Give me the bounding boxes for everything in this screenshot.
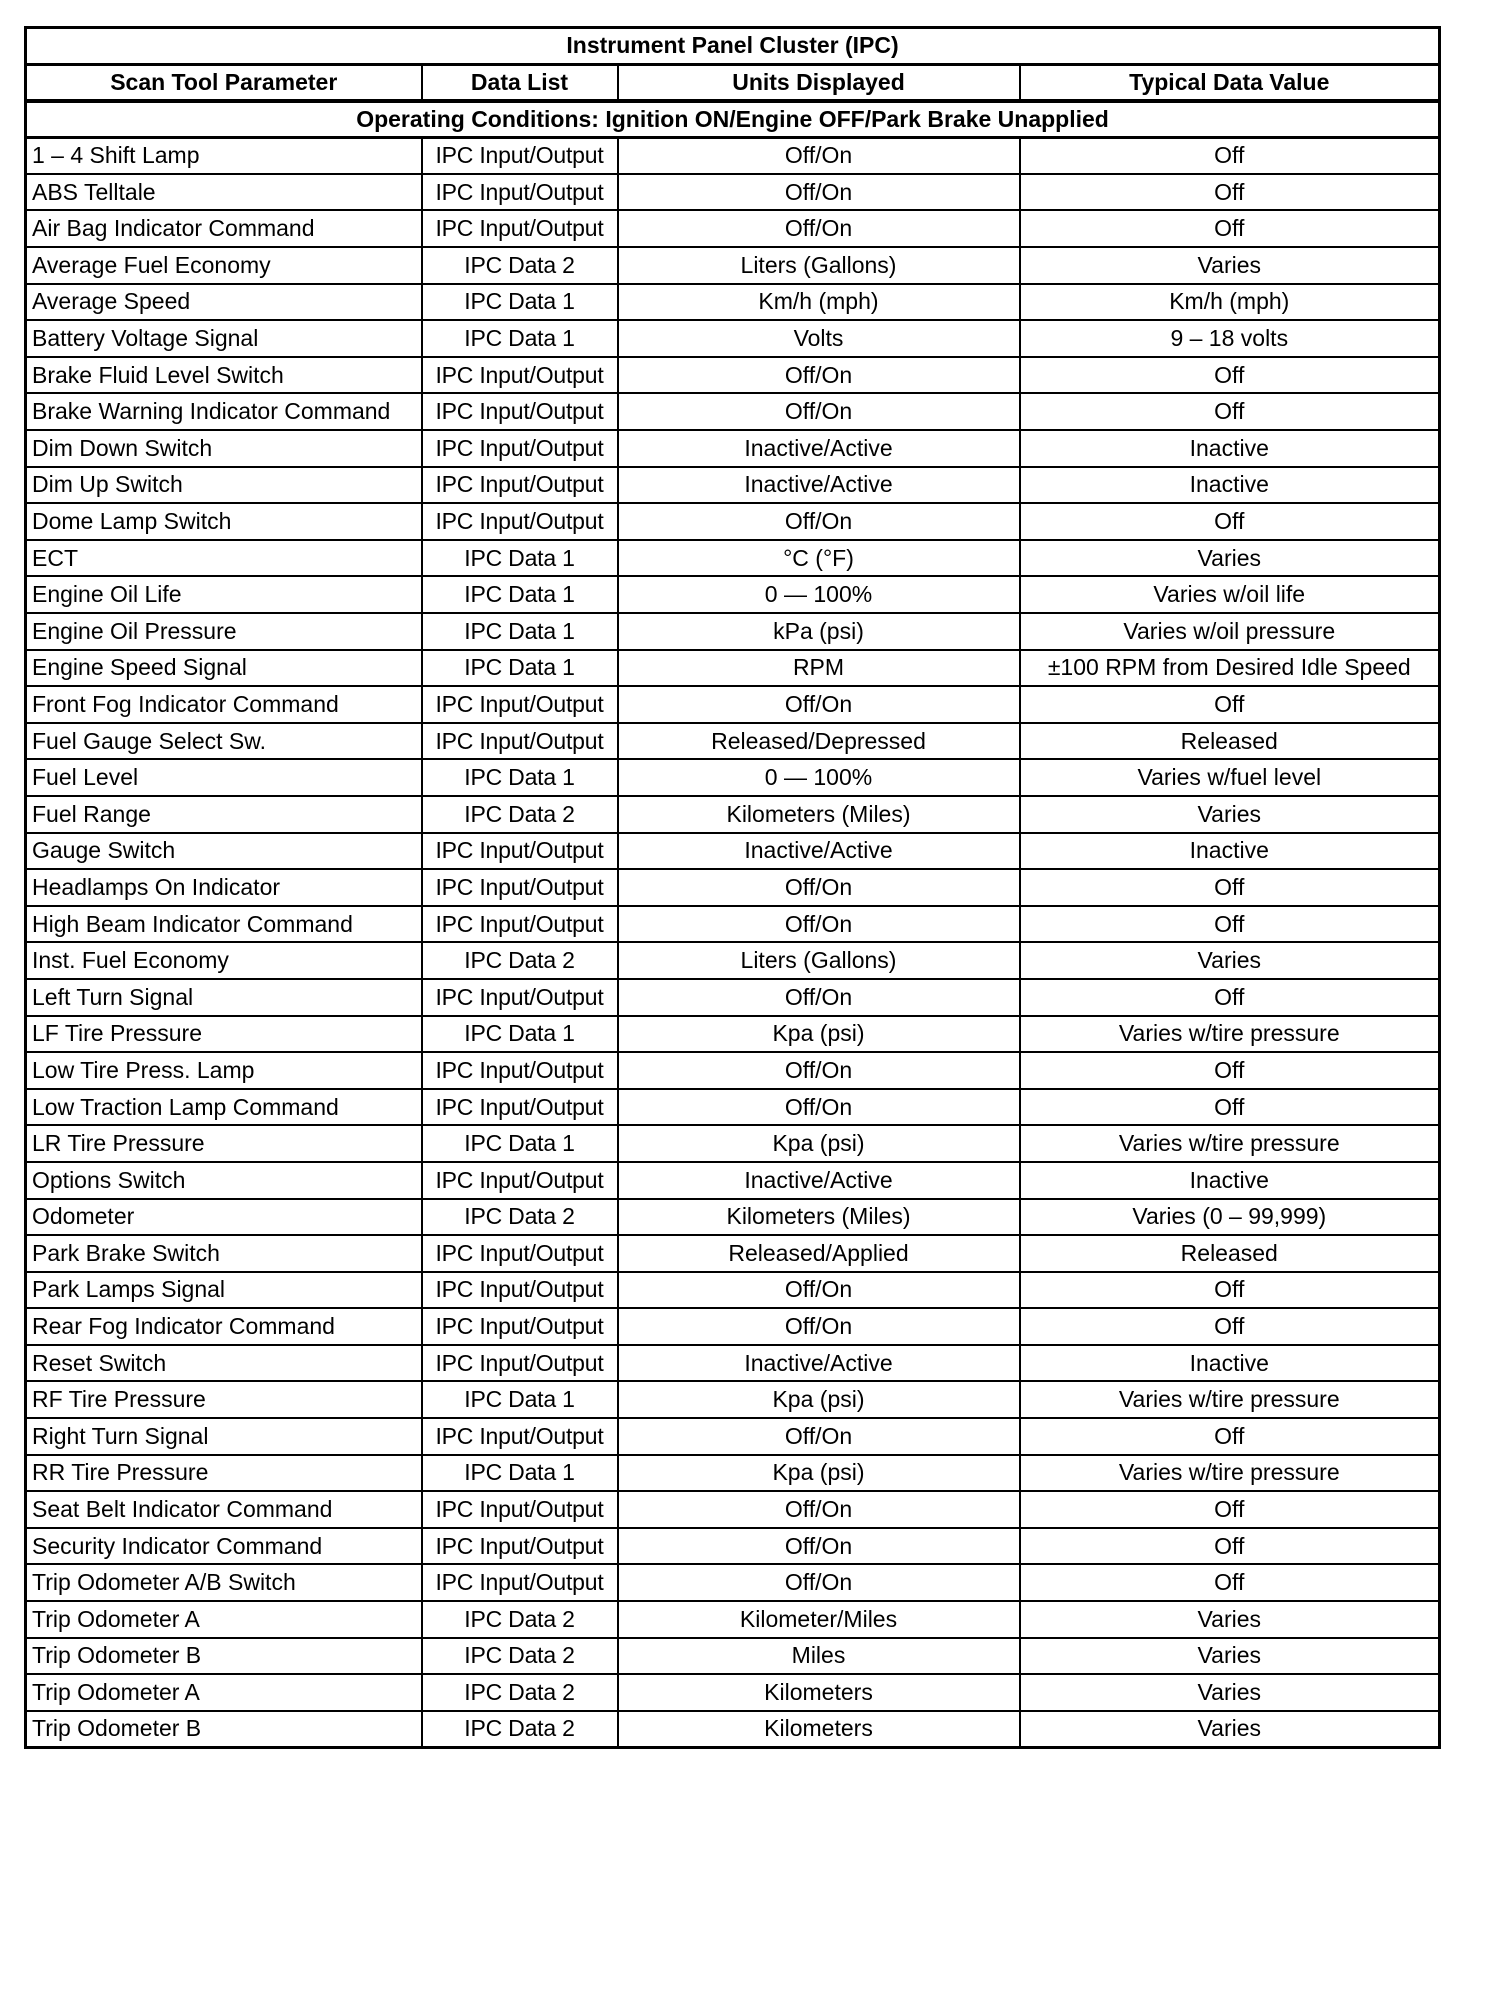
typical-value-cell: Off	[1020, 1528, 1440, 1565]
data-list-cell: IPC Input/Output	[422, 357, 618, 394]
typical-value-cell: Off	[1020, 869, 1440, 906]
param-cell: Brake Fluid Level Switch	[26, 357, 422, 394]
data-list-cell: IPC Input/Output	[422, 1052, 618, 1089]
table-row	[26, 467, 1440, 504]
units-cell: Kilometer/Miles	[618, 1601, 1020, 1638]
param-cell: Reset Switch	[26, 1345, 422, 1382]
units-cell: Kilometers	[618, 1674, 1020, 1711]
column-header-row	[26, 64, 1440, 101]
data-list-cell: IPC Input/Output	[422, 393, 618, 430]
table-title: Instrument Panel Cluster (IPC)	[26, 28, 1440, 65]
param-cell: Dim Up Switch	[26, 467, 422, 504]
units-cell: Off/On	[618, 1491, 1020, 1528]
data-list-cell: IPC Input/Output	[422, 1528, 618, 1565]
table-row	[26, 174, 1440, 211]
param-cell: Average Fuel Economy	[26, 247, 422, 284]
typical-value-cell: Inactive	[1020, 1162, 1440, 1199]
table-row	[26, 869, 1440, 906]
units-cell: Kilometers (Miles)	[618, 796, 1020, 833]
typical-value-cell: Off	[1020, 1491, 1440, 1528]
data-list-cell: IPC Input/Output	[422, 137, 618, 174]
table-row	[26, 833, 1440, 870]
header-data-list: Data List	[422, 64, 618, 101]
operating-conditions: Operating Conditions: Ignition ON/Engine OFF/Park Brake Unapplied	[26, 101, 1440, 138]
typical-value-cell: Off	[1020, 686, 1440, 723]
table-row	[26, 503, 1440, 540]
table-row	[26, 1199, 1440, 1236]
table-body	[26, 137, 1440, 1747]
param-cell: Park Brake Switch	[26, 1235, 422, 1272]
typical-value-cell: Off	[1020, 979, 1440, 1016]
param-cell: Fuel Range	[26, 796, 422, 833]
units-cell: Liters (Gallons)	[618, 942, 1020, 979]
data-list-cell: IPC Data 1	[422, 576, 618, 613]
typical-value-cell: Varies	[1020, 1601, 1440, 1638]
param-cell: Low Traction Lamp Command	[26, 1089, 422, 1126]
typical-value-cell: Off	[1020, 1308, 1440, 1345]
typical-value-cell: Varies	[1020, 247, 1440, 284]
table-row	[26, 1455, 1440, 1492]
operating-conditions-row	[26, 101, 1440, 138]
table-row	[26, 576, 1440, 613]
table-row	[26, 210, 1440, 247]
typical-value-cell: Off	[1020, 1272, 1440, 1309]
data-list-cell: IPC Input/Output	[422, 210, 618, 247]
typical-value-cell: Inactive	[1020, 467, 1440, 504]
param-cell: RF Tire Pressure	[26, 1381, 422, 1418]
units-cell: Kpa (psi)	[618, 1016, 1020, 1053]
param-cell: Seat Belt Indicator Command	[26, 1491, 422, 1528]
data-list-cell: IPC Data 1	[422, 1455, 618, 1492]
data-list-cell: IPC Input/Output	[422, 1089, 618, 1126]
table-row	[26, 1235, 1440, 1272]
units-cell: Inactive/Active	[618, 467, 1020, 504]
units-cell: Inactive/Active	[618, 833, 1020, 870]
typical-value-cell: Off	[1020, 503, 1440, 540]
table-row	[26, 686, 1440, 723]
units-cell: Liters (Gallons)	[618, 247, 1020, 284]
table-row	[26, 796, 1440, 833]
data-list-cell: IPC Input/Output	[422, 1272, 618, 1309]
header-units-displayed: Units Displayed	[618, 64, 1020, 101]
units-cell: Kpa (psi)	[618, 1455, 1020, 1492]
units-cell: Off/On	[618, 1564, 1020, 1601]
typical-value-cell: Inactive	[1020, 833, 1440, 870]
param-cell: RR Tire Pressure	[26, 1455, 422, 1492]
data-list-cell: IPC Data 2	[422, 1601, 618, 1638]
table-row	[26, 759, 1440, 796]
units-cell: Off/On	[618, 210, 1020, 247]
typical-value-cell: Off	[1020, 1052, 1440, 1089]
typical-value-cell: Off	[1020, 210, 1440, 247]
param-cell: Fuel Level	[26, 759, 422, 796]
typical-value-cell: 9 – 18 volts	[1020, 320, 1440, 357]
typical-value-cell: Off	[1020, 1418, 1440, 1455]
typical-value-cell: Varies w/oil pressure	[1020, 613, 1440, 650]
param-cell: Front Fog Indicator Command	[26, 686, 422, 723]
data-list-cell: IPC Input/Output	[422, 1491, 618, 1528]
table-title-row	[26, 28, 1440, 65]
data-list-cell: IPC Input/Output	[422, 833, 618, 870]
param-cell: Options Switch	[26, 1162, 422, 1199]
typical-value-cell: Varies	[1020, 1711, 1440, 1748]
units-cell: °C (°F)	[618, 540, 1020, 577]
units-cell: Released/Applied	[618, 1235, 1020, 1272]
units-cell: Inactive/Active	[618, 1162, 1020, 1199]
units-cell: Kpa (psi)	[618, 1125, 1020, 1162]
typical-value-cell: Off	[1020, 174, 1440, 211]
typical-value-cell: Off	[1020, 393, 1440, 430]
units-cell: 0 — 100%	[618, 576, 1020, 613]
typical-value-cell: Varies	[1020, 796, 1440, 833]
typical-value-cell: Varies	[1020, 1674, 1440, 1711]
units-cell: Off/On	[618, 686, 1020, 723]
data-list-cell: IPC Data 1	[422, 613, 618, 650]
data-list-cell: IPC Data 1	[422, 540, 618, 577]
table-row	[26, 1674, 1440, 1711]
units-cell: RPM	[618, 650, 1020, 687]
table-row	[26, 1272, 1440, 1309]
data-list-cell: IPC Input/Output	[422, 1345, 618, 1382]
typical-value-cell: Varies w/tire pressure	[1020, 1016, 1440, 1053]
typical-value-cell: Varies w/fuel level	[1020, 759, 1440, 796]
table-row	[26, 942, 1440, 979]
table-row	[26, 1052, 1440, 1089]
data-list-cell: IPC Input/Output	[422, 1564, 618, 1601]
table-row	[26, 1162, 1440, 1199]
table-row	[26, 430, 1440, 467]
units-cell: Kilometers	[618, 1711, 1020, 1748]
param-cell: Air Bag Indicator Command	[26, 210, 422, 247]
table-row	[26, 1711, 1440, 1748]
units-cell: Off/On	[618, 979, 1020, 1016]
units-cell: Volts	[618, 320, 1020, 357]
units-cell: Km/h (mph)	[618, 284, 1020, 321]
data-list-cell: IPC Data 2	[422, 796, 618, 833]
param-cell: Odometer	[26, 1199, 422, 1236]
typical-value-cell: Varies w/tire pressure	[1020, 1455, 1440, 1492]
data-list-cell: IPC Input/Output	[422, 1162, 618, 1199]
param-cell: Dim Down Switch	[26, 430, 422, 467]
data-list-cell: IPC Input/Output	[422, 906, 618, 943]
param-cell: Trip Odometer A	[26, 1674, 422, 1711]
table-row	[26, 1528, 1440, 1565]
typical-value-cell: Varies	[1020, 540, 1440, 577]
data-list-cell: IPC Data 2	[422, 1638, 618, 1675]
param-cell: Trip Odometer B	[26, 1711, 422, 1748]
data-list-cell: IPC Input/Output	[422, 979, 618, 1016]
param-cell: Park Lamps Signal	[26, 1272, 422, 1309]
units-cell: Inactive/Active	[618, 430, 1020, 467]
param-cell: ABS Telltale	[26, 174, 422, 211]
param-cell: Right Turn Signal	[26, 1418, 422, 1455]
units-cell: Released/Depressed	[618, 723, 1020, 760]
table-row	[26, 1089, 1440, 1126]
table-row	[26, 723, 1440, 760]
units-cell: Off/On	[618, 1089, 1020, 1126]
table-row	[26, 613, 1440, 650]
typical-value-cell: Off	[1020, 357, 1440, 394]
param-cell: ECT	[26, 540, 422, 577]
param-cell: Average Speed	[26, 284, 422, 321]
units-cell: Off/On	[618, 1418, 1020, 1455]
data-list-cell: IPC Data 2	[422, 1711, 618, 1748]
table-row	[26, 979, 1440, 1016]
data-list-cell: IPC Input/Output	[422, 174, 618, 211]
table-row	[26, 1491, 1440, 1528]
typical-value-cell: Varies w/tire pressure	[1020, 1381, 1440, 1418]
data-list-cell: IPC Data 2	[422, 1199, 618, 1236]
param-cell: Headlamps On Indicator	[26, 869, 422, 906]
param-cell: Left Turn Signal	[26, 979, 422, 1016]
typical-value-cell: Off	[1020, 1564, 1440, 1601]
typical-value-cell: Varies w/oil life	[1020, 576, 1440, 613]
data-list-cell: IPC Data 1	[422, 759, 618, 796]
data-list-cell: IPC Input/Output	[422, 1235, 618, 1272]
table-row	[26, 1345, 1440, 1382]
param-cell: Trip Odometer B	[26, 1638, 422, 1675]
param-cell: Rear Fog Indicator Command	[26, 1308, 422, 1345]
param-cell: LF Tire Pressure	[26, 1016, 422, 1053]
data-list-cell: IPC Input/Output	[422, 1418, 618, 1455]
header-scan-tool-parameter: Scan Tool Parameter	[26, 64, 422, 101]
data-list-cell: IPC Input/Output	[422, 723, 618, 760]
typical-value-cell: Inactive	[1020, 1345, 1440, 1382]
table-row	[26, 1308, 1440, 1345]
table-row	[26, 1564, 1440, 1601]
param-cell: Trip Odometer A/B Switch	[26, 1564, 422, 1601]
typical-value-cell: Varies (0 – 99,999)	[1020, 1199, 1440, 1236]
param-cell: 1 – 4 Shift Lamp	[26, 137, 422, 174]
units-cell: Off/On	[618, 1052, 1020, 1089]
param-cell: Engine Oil Life	[26, 576, 422, 613]
units-cell: Kilometers (Miles)	[618, 1199, 1020, 1236]
table-row	[26, 650, 1440, 687]
typical-value-cell: Varies	[1020, 1638, 1440, 1675]
param-cell: Trip Odometer A	[26, 1601, 422, 1638]
param-cell: Brake Warning Indicator Command	[26, 393, 422, 430]
ipc-data-table	[24, 26, 1441, 1749]
table-row	[26, 1601, 1440, 1638]
header-typical-data-value: Typical Data Value	[1020, 64, 1440, 101]
param-cell: Engine Speed Signal	[26, 650, 422, 687]
units-cell: Off/On	[618, 869, 1020, 906]
data-list-cell: IPC Data 1	[422, 1125, 618, 1162]
data-list-cell: IPC Input/Output	[422, 430, 618, 467]
typical-value-cell: Off	[1020, 1089, 1440, 1126]
table-row	[26, 1016, 1440, 1053]
units-cell: kPa (psi)	[618, 613, 1020, 650]
typical-value-cell: Off	[1020, 137, 1440, 174]
typical-value-cell: Varies w/tire pressure	[1020, 1125, 1440, 1162]
typical-value-cell: Released	[1020, 1235, 1440, 1272]
typical-value-cell: Off	[1020, 906, 1440, 943]
data-list-cell: IPC Data 1	[422, 1381, 618, 1418]
units-cell: Off/On	[618, 906, 1020, 943]
param-cell: Battery Voltage Signal	[26, 320, 422, 357]
table-row	[26, 393, 1440, 430]
param-cell: LR Tire Pressure	[26, 1125, 422, 1162]
units-cell: Off/On	[618, 174, 1020, 211]
units-cell: Inactive/Active	[618, 1345, 1020, 1382]
table-row	[26, 320, 1440, 357]
units-cell: Off/On	[618, 137, 1020, 174]
param-cell: Dome Lamp Switch	[26, 503, 422, 540]
param-cell: High Beam Indicator Command	[26, 906, 422, 943]
data-list-cell: IPC Data 1	[422, 320, 618, 357]
param-cell: Low Tire Press. Lamp	[26, 1052, 422, 1089]
data-list-cell: IPC Data 2	[422, 942, 618, 979]
param-cell: Inst. Fuel Economy	[26, 942, 422, 979]
param-cell: Gauge Switch	[26, 833, 422, 870]
table-row	[26, 540, 1440, 577]
data-list-cell: IPC Data 1	[422, 284, 618, 321]
typical-value-cell: Inactive	[1020, 430, 1440, 467]
table-row	[26, 284, 1440, 321]
typical-value-cell: Km/h (mph)	[1020, 284, 1440, 321]
table-row	[26, 247, 1440, 284]
typical-value-cell: Varies	[1020, 942, 1440, 979]
units-cell: Off/On	[618, 1308, 1020, 1345]
data-list-cell: IPC Input/Output	[422, 869, 618, 906]
table-row	[26, 1381, 1440, 1418]
data-list-cell: IPC Data 2	[422, 247, 618, 284]
table-row	[26, 1638, 1440, 1675]
units-cell: 0 — 100%	[618, 759, 1020, 796]
units-cell: Off/On	[618, 1528, 1020, 1565]
data-list-cell: IPC Input/Output	[422, 686, 618, 723]
table-row	[26, 357, 1440, 394]
table-row	[26, 1125, 1440, 1162]
data-list-cell: IPC Input/Output	[422, 467, 618, 504]
units-cell: Off/On	[618, 357, 1020, 394]
units-cell: Off/On	[618, 1272, 1020, 1309]
units-cell: Miles	[618, 1638, 1020, 1675]
data-list-cell: IPC Input/Output	[422, 1308, 618, 1345]
param-cell: Security Indicator Command	[26, 1528, 422, 1565]
data-list-cell: IPC Data 1	[422, 650, 618, 687]
units-cell: Kpa (psi)	[618, 1381, 1020, 1418]
param-cell: Fuel Gauge Select Sw.	[26, 723, 422, 760]
table-row	[26, 1418, 1440, 1455]
typical-value-cell: Released	[1020, 723, 1440, 760]
table-row	[26, 137, 1440, 174]
table-row	[26, 906, 1440, 943]
param-cell: Engine Oil Pressure	[26, 613, 422, 650]
data-list-cell: IPC Data 2	[422, 1674, 618, 1711]
data-list-cell: IPC Data 1	[422, 1016, 618, 1053]
units-cell: Off/On	[618, 503, 1020, 540]
data-list-cell: IPC Input/Output	[422, 503, 618, 540]
typical-value-cell: ±100 RPM from Desired Idle Speed	[1020, 650, 1440, 687]
units-cell: Off/On	[618, 393, 1020, 430]
